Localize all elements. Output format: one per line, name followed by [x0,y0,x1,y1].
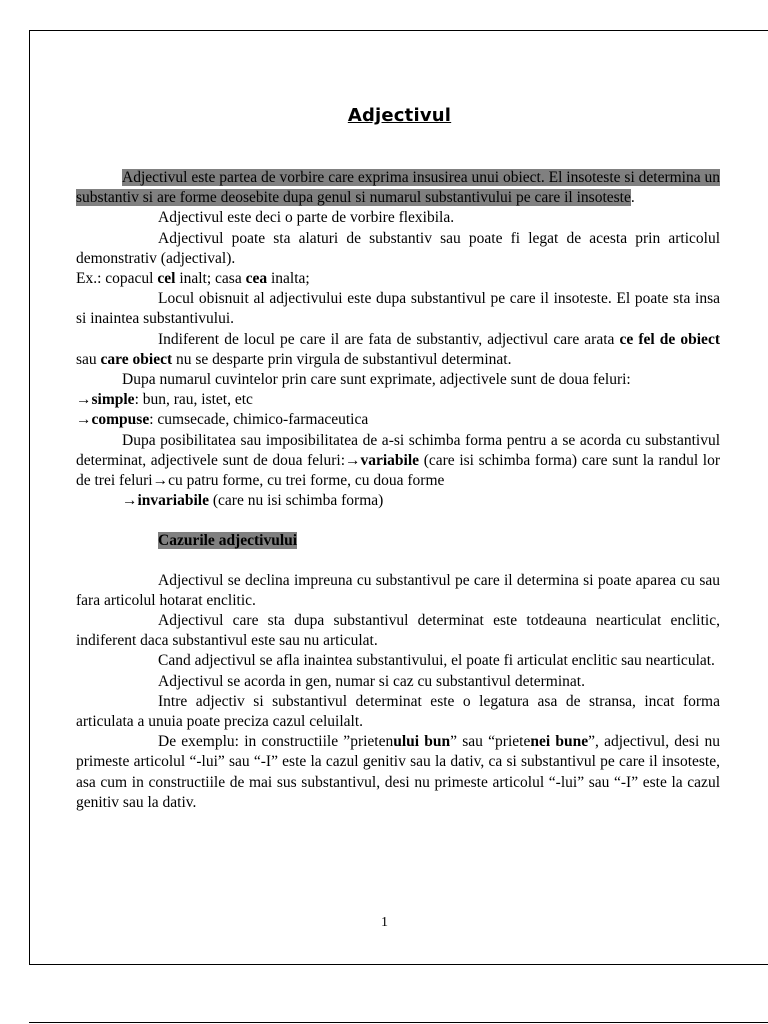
paragraph-legatura: Intre adjectiv si substantivul determinat este o legatura asa de stransa, incat forma articulata a unuia poate preciza cazul celuilalt. [76,692,720,731]
paragraph-indiferent: Indiferent de locul pe care il are fata de substantiv, adjectivul care arata ce fel de obiect sau care obiect nu se desparte prin virgula de substantivul determinat. [76,330,720,368]
paragraph-locul: Locul obisnuit al adjectivului este dupa substantivul pe care il insoteste. El poate sta insa si inaintea substantivului. [76,290,720,328]
paragraph-numarul-cuvintelor: Dupa numarul cuvintelor prin care sunt exprimate, adjectivele sunt de doua feluri: [122,371,631,389]
document-body [76,168,720,813]
paragraph-exemplu: De exemplu: in constructiile ”prietenului bun” sau “prietenei bune”, adjectivul, desi nu primeste articolul “-lui” sau “-I” este la cazul genitiv sau la dativ, ca si substantivul pe care il insoteste, asa cum in constructiile de mai sus substantivul, desi nu primeste articolul “-lui” sau “-I” este la cazul genitiv sau la dativ. [76,733,720,811]
paragraph-flexibila: Adjectivul este deci o parte de vorbire flexibila. [158,209,455,227]
paragraph-posibilitatea: Dupa posibilitatea sau imposibilitatea de a-si schimba forma pentru a se acorda cu substantivul determinat, adjectivele sunt de doua feluri:→variabile (care isi schimba forma) care sunt la randul lor de trei feluri→cu patru forme, cu trei forme, cu doua forme [76,431,720,490]
paragraph-example: Ex.: copacul cel inalt; casa cea inalta; [76,270,310,288]
arrow-icon: → [76,391,92,409]
paragraph-acord: Adjectivul se acorda in gen, numar si caz cu substantivul determinat. [158,672,585,690]
paragraph-nearticulat: Adjectivul care sta dupa substantivul determinat este totdeauna nearticulat enclitic, indiferent daca substantivul este sau nu articulat. [76,612,720,650]
bottom-divider [29,1022,768,1023]
list-item-simple: →simple: bun, rau, istet, etc [76,391,253,409]
arrow-icon: → [122,492,138,510]
section-heading: Cazurile adjectivului [158,532,298,550]
list-item-compuse: →compuse: cumsecade, chimico-farmaceutica [76,411,369,429]
paragraph-inaintea: Cand adjectivul se afla inaintea substantivului, el poate fi articulat enclitic sau nearticulat. [158,652,715,670]
document-title: Adjectivul [347,105,452,126]
highlighted-text: Adjectivul este partea de vorbire care exprima insusirea unui obiect. El insoteste si determina un substantiv si are forme deosebite dupa genul si numarul substantivului pe care il insoteste [76,169,720,207]
paragraph-definition: Adjectivul este partea de vorbire care exprima insusirea unui obiect. El insoteste si determina un substantiv si are forme deosebite dupa genul si numarul substantivului pe care il insoteste. [76,169,720,207]
page-number: 1 [381,915,388,930]
paragraph-articol-demonstrativ: Adjectivul poate sta alaturi de substantiv sau poate fi legat de acesta prin articolul demonstrativ (adjectival). [76,229,720,267]
paragraph-declina: Adjectivul se declina impreuna cu substantivul pe care il determina si poate aparea cu sau fara articolul hotarat enclitic. [76,571,720,609]
document-page [29,30,768,965]
arrow-icon: → [76,411,92,429]
list-item-invariabile: →invariabile (care nu isi schimba forma) [122,492,384,510]
